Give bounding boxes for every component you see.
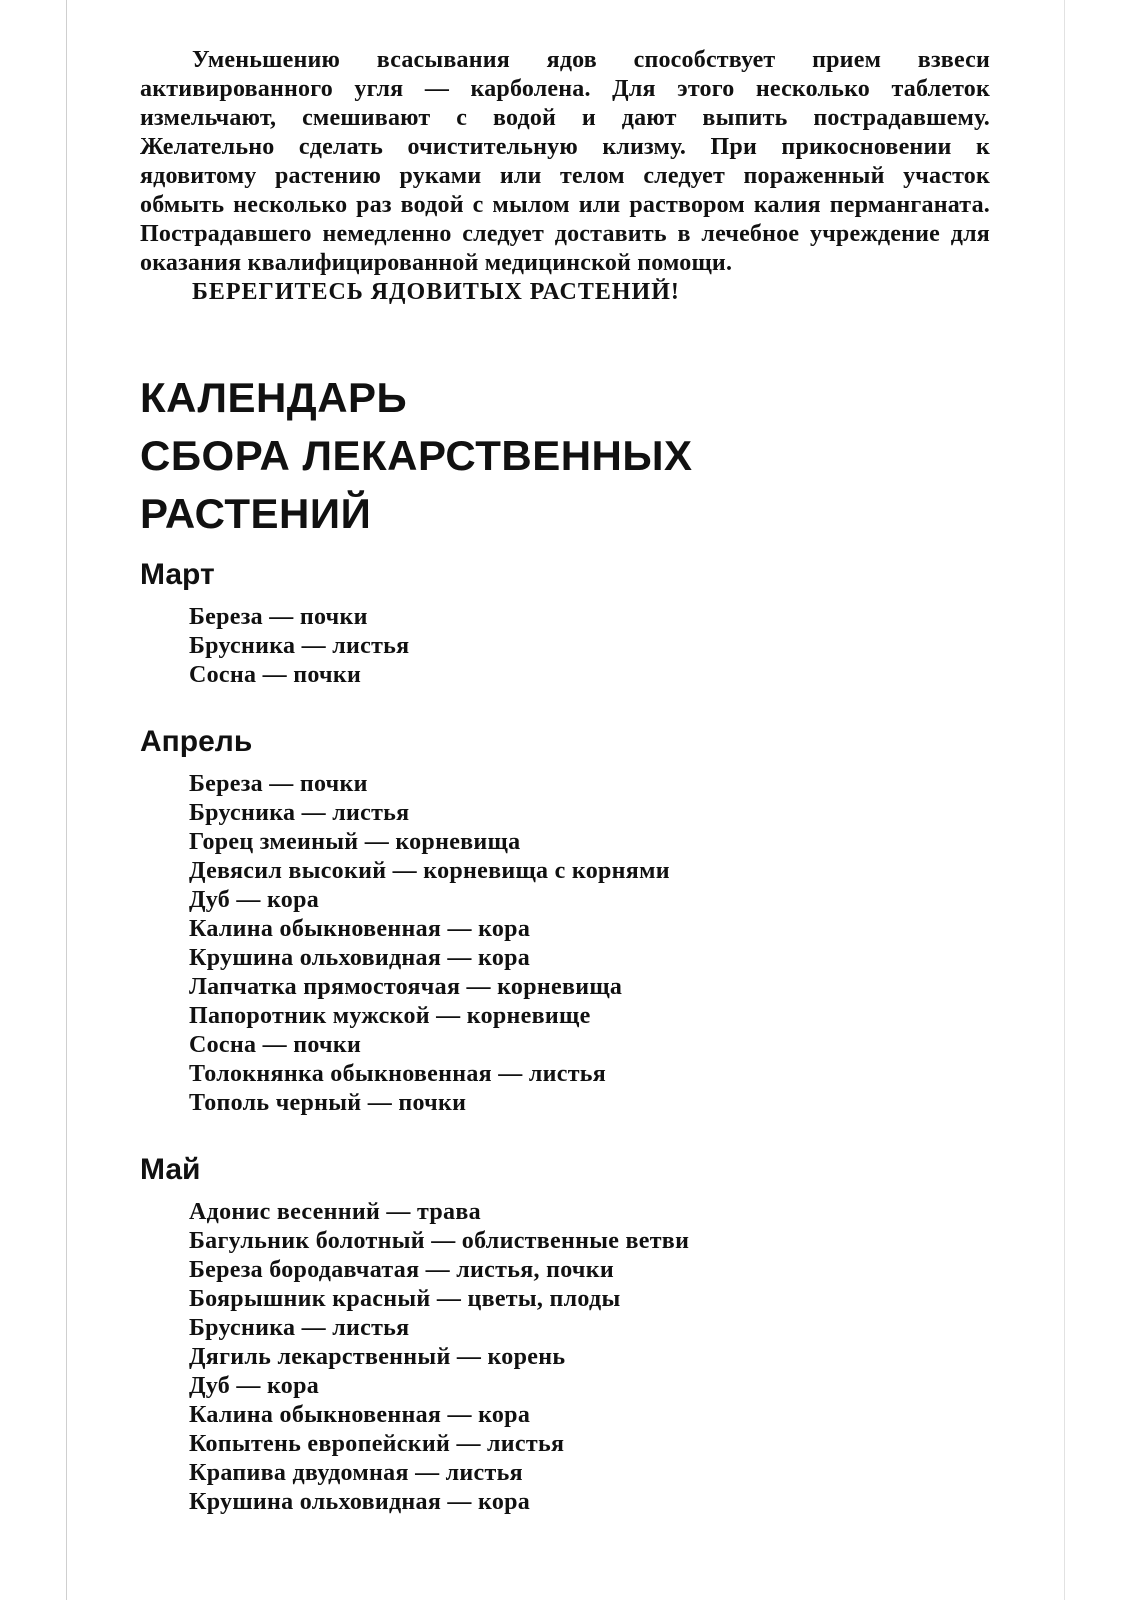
plant-list bbox=[140, 770, 990, 1118]
list-item: Калина обыкновенная — кора bbox=[189, 1402, 531, 1428]
list-item: Береза — почки bbox=[189, 771, 368, 797]
list-item: Девясил высокий — корневища с корнями bbox=[189, 858, 670, 884]
list-item: Дуб — кора bbox=[189, 1373, 320, 1399]
scan-edge-right bbox=[1064, 0, 1065, 1600]
list-item: Сосна — почки bbox=[189, 662, 362, 688]
list-item: Дуб — кора bbox=[189, 887, 320, 913]
month-heading: Апрель bbox=[140, 725, 253, 758]
month-heading: Март bbox=[140, 558, 215, 591]
intro-paragraph: Уменьшению всасывания ядов способствует прием взвеси активированного угля — карболена. Для этого несколько таблеток измельчают, смешивают с водой и дают выпить пострадавшему. Желательно сделать очистительную клизму. При прикосновении к ядовитому растению руками или телом следует пораженный участок обмыть несколько раз водой с мылом или раствором калия перманганата. Пострадавшего немедленно следует доставить в лечебное учреждение для оказания квалифицированной медицинской помощи. bbox=[140, 47, 990, 276]
title-line-2: СБОРА ЛЕКАРСТВЕННЫХ bbox=[140, 432, 693, 479]
plant-list bbox=[140, 1198, 990, 1517]
title-line-1: КАЛЕНДАРЬ bbox=[140, 374, 408, 421]
list-item: Тополь черный — почки bbox=[189, 1090, 467, 1116]
month-section-may bbox=[140, 1152, 990, 1517]
list-item: Лапчатка прямостоячая — корневища bbox=[189, 974, 623, 1000]
list-item: Крапива двудомная — листья bbox=[189, 1460, 523, 1486]
document-page bbox=[140, 46, 990, 1517]
list-item: Брусника — листья bbox=[189, 633, 410, 659]
list-item: Береза бородавчатая — листья, почки bbox=[189, 1257, 614, 1283]
list-item: Крушина ольховидная — кора bbox=[189, 1489, 531, 1515]
plant-list bbox=[140, 603, 990, 690]
list-item: Горец змеиный — корневища bbox=[189, 829, 521, 855]
month-heading: Май bbox=[140, 1153, 201, 1186]
list-item: Адонис весенний — трава bbox=[189, 1199, 481, 1225]
month-section-april bbox=[140, 724, 990, 1118]
page-title bbox=[140, 369, 990, 543]
month-section-march bbox=[140, 557, 990, 690]
list-item: Береза — почки bbox=[189, 604, 368, 630]
list-item: Сосна — почки bbox=[189, 1032, 362, 1058]
list-item: Багульник болотный — облиственные ветви bbox=[189, 1228, 690, 1254]
list-item: Брусника — листья bbox=[189, 800, 410, 826]
list-item: Калина обыкновенная — кора bbox=[189, 916, 531, 942]
list-item: Брусника — листья bbox=[189, 1315, 410, 1341]
list-item: Папоротник мужской — корневище bbox=[189, 1003, 591, 1029]
warning-line: БЕРЕГИТЕСЬ ЯДОВИТЫХ РАСТЕНИЙ! bbox=[192, 279, 680, 305]
list-item: Боярышник красный — цветы, плоды bbox=[189, 1286, 621, 1312]
list-item: Копытень европейский — листья bbox=[189, 1431, 565, 1457]
title-line-3: РАСТЕНИЙ bbox=[140, 490, 372, 537]
list-item: Толокнянка обыкновенная — листья bbox=[189, 1061, 607, 1087]
list-item: Дягиль лекарственный — корень bbox=[189, 1344, 566, 1370]
scan-edge-left bbox=[66, 0, 67, 1600]
list-item: Крушина ольховидная — кора bbox=[189, 945, 531, 971]
